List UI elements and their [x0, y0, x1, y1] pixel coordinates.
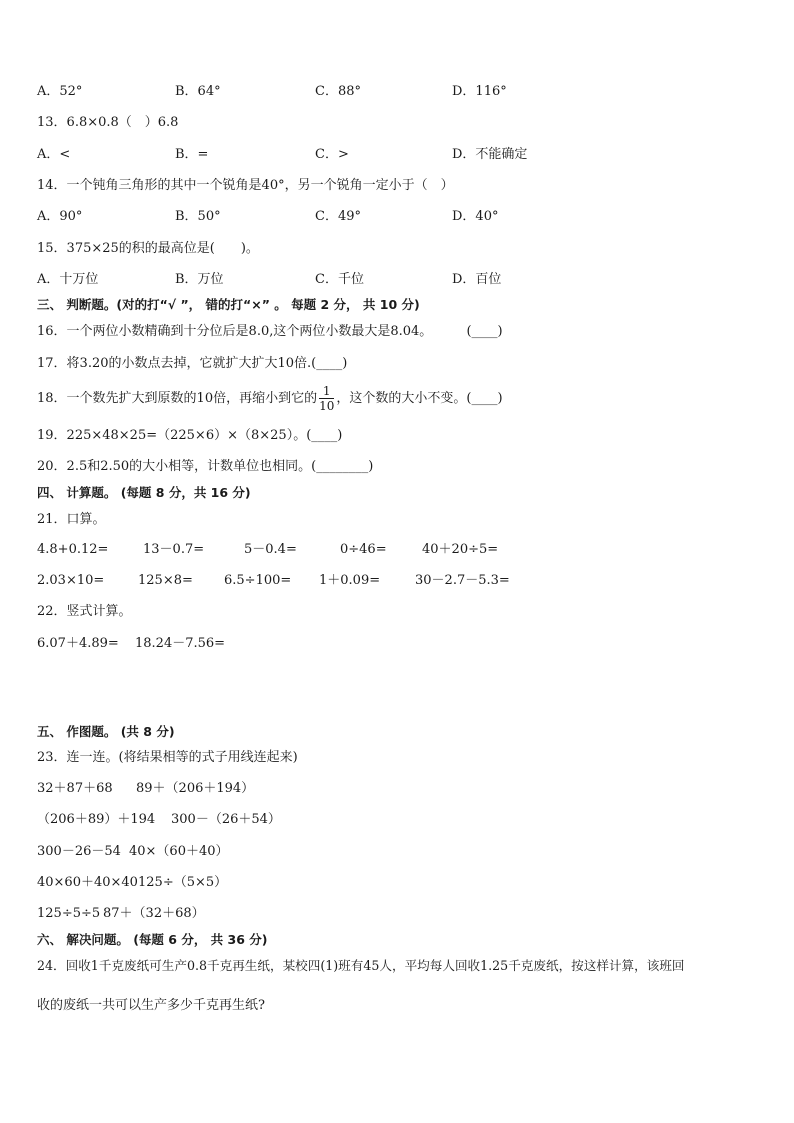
q15-stem: 15．375×25的积的最高位是( )。: [37, 241, 259, 256]
q23-left-expr: 300－26－54: [37, 844, 121, 859]
section-4-heading: 四、 计算题。 (每题 8 分，共 16 分): [37, 485, 251, 500]
q19-text: 19．225×48×25=（225×6）×（8×25）。(____): [37, 428, 343, 443]
q22-expr: 18.24－7.56=: [135, 636, 226, 651]
q14-stem: 14．一个钝角三角形的其中一个锐角是40°，另一个锐角一定小于（ ）: [37, 178, 454, 193]
q21-expr: 4.8+0.12=: [37, 542, 109, 557]
q24-line-1: 24．回收1千克废纸可生产0.8千克再生纸，某校四(1)班有45人，平均每人回收1.25千克废纸，按这样计算，该班回: [37, 958, 685, 973]
q13-option-b: B．=: [175, 147, 209, 162]
q16-statement: 16．一个两位小数精确到十分位后是8.0,这个两位小数最大是8.04。: [37, 324, 433, 339]
q23-right-expr: 87＋（32＋68）: [103, 906, 205, 921]
q21-expr: 1＋0.09=: [319, 573, 381, 588]
q13-option-c: C．>: [315, 147, 349, 162]
q14-option-a: A．90°: [37, 209, 83, 224]
q13-stem: 13．6.8×0.8（ ）6.8: [37, 115, 179, 130]
q17-text: 17．将3.20的小数点去掉，它就扩大扩大10倍.(____): [37, 356, 348, 371]
q21-expr: 40＋20÷5=: [422, 542, 499, 557]
q23-left-expr: （206＋89）＋194: [37, 812, 156, 827]
q23-right-expr: 300－（26＋54）: [171, 812, 281, 827]
q21-expr: 6.5÷100=: [224, 573, 292, 588]
q12-option-d: D．116°: [452, 84, 507, 99]
q23-right-expr: 89＋（206＋194）: [136, 781, 255, 796]
q12-option-c: C．88°: [315, 84, 361, 99]
q14-option-d: D．40°: [452, 209, 499, 224]
q15-option-b: B．万位: [175, 272, 224, 287]
q21-expr: 5－0.4=: [244, 542, 297, 557]
q18-text: [37, 382, 503, 416]
q21-expr: 0÷46=: [340, 542, 387, 557]
q21-expr: 125×8=: [138, 573, 193, 588]
q21-expr: 30－2.7－5.3=: [415, 573, 510, 588]
q16-text: [37, 324, 503, 340]
q18-fraction-numerator: 1: [319, 384, 334, 399]
q18-fraction-denominator: 10: [319, 399, 335, 413]
q21-expr: 2.03×10=: [37, 573, 105, 588]
q12-option-b: B．64°: [175, 84, 221, 99]
q23-left-expr: 125÷5÷5: [37, 906, 101, 921]
q23-right-expr: 40×（60＋40）: [129, 844, 229, 859]
q22-text: 22．竖式计算。: [37, 604, 132, 619]
q12-option-a: A．52°: [37, 84, 83, 99]
q21-expr: 13－0.7=: [143, 542, 205, 557]
section-5-heading: 五、 作图题。 (共 8 分): [37, 724, 175, 739]
q18-post: ，这个数的大小不变。(____): [336, 391, 503, 406]
section-6-heading: 六、 解决问题。 (每题 6 分， 共 36 分): [37, 932, 268, 947]
q14-option-b: B．50°: [175, 209, 221, 224]
q18-pre: 18．一个数先扩大到原数的10倍，再缩小到它的: [37, 391, 318, 406]
q23-text: 23．连一连。(将结果相等的式子用线连起来): [37, 750, 298, 765]
q23-right-expr: 125÷（5×5）: [138, 875, 228, 890]
q22-expr: 6.07＋4.89=: [37, 636, 119, 651]
q14-option-c: C．49°: [315, 209, 361, 224]
q15-option-c: C．千位: [315, 272, 364, 287]
q23-left-expr: 40×60＋40×40: [37, 875, 138, 890]
q13-option-d: D．不能确定: [452, 147, 528, 162]
q18-fraction: [319, 384, 334, 413]
q23-left-expr: 32＋87＋68: [37, 781, 113, 796]
q21-text: 21．口算。: [37, 512, 106, 527]
q15-option-a: A．十万位: [37, 272, 99, 287]
q16-answer-blank: (____): [466, 324, 503, 339]
q13-option-a: A．<: [37, 147, 71, 162]
q15-option-d: D．百位: [452, 272, 502, 287]
q20-text: 20．2.5和2.50的大小相等，计数单位也相同。(________): [37, 459, 374, 474]
section-3-heading: 三、 判断题。(对的打“√ ”， 错的打“×” 。 每题 2 分， 共 10 分): [37, 297, 420, 312]
q24-line-2: 收的废纸一共可以生产多少千克再生纸?: [37, 998, 265, 1013]
